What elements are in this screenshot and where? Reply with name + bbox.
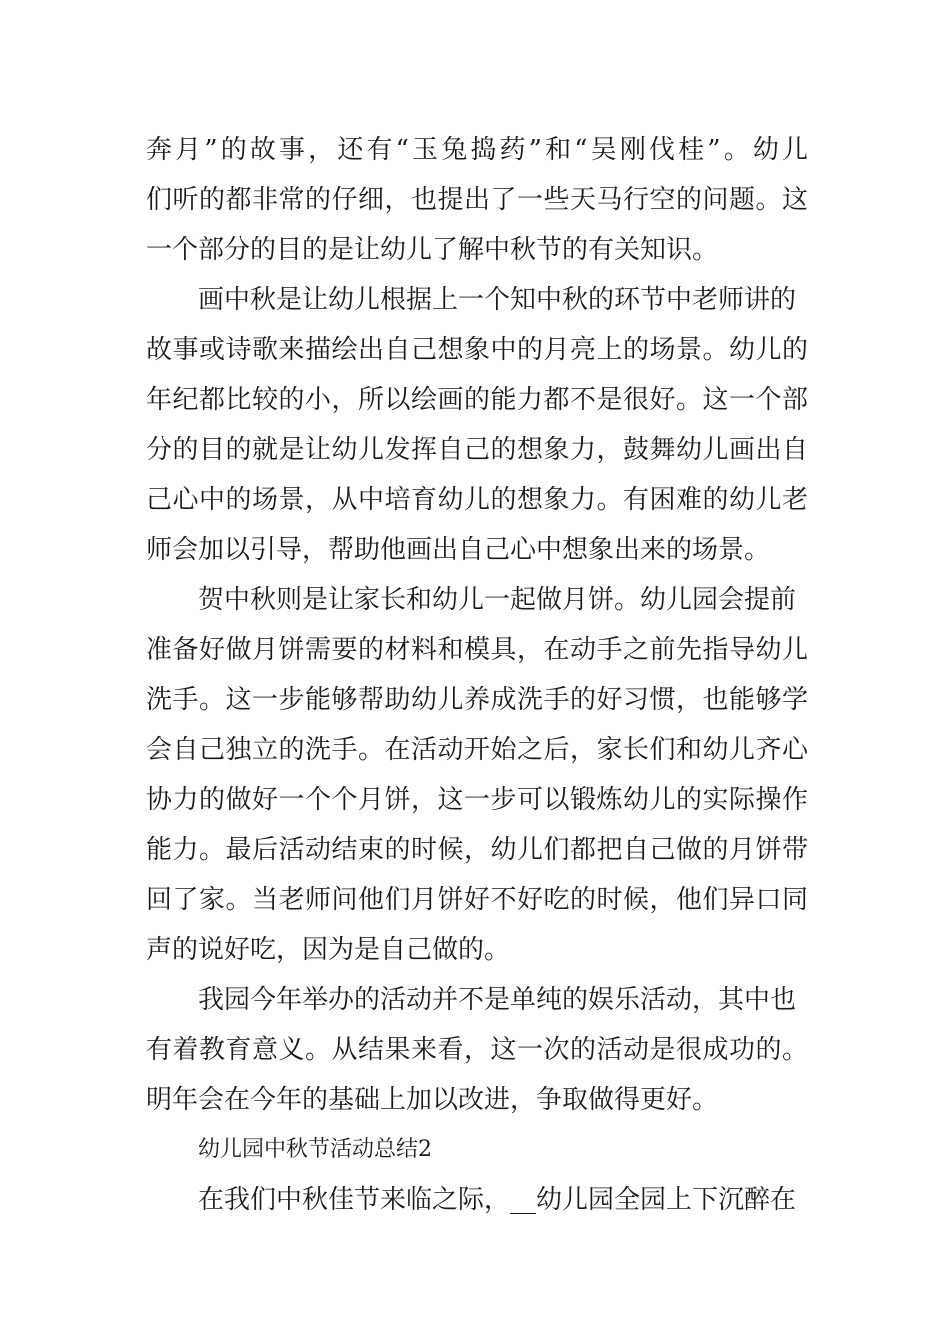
paragraph-line: 回了家。当老师问他们月饼好不好吃的时候，他们异口同 — [146, 885, 808, 915]
paragraph-line: 能力。最后活动结束的时候，幼儿们都把自己做的月饼带 — [146, 835, 808, 865]
paragraph-line: 洗手。这一步能够帮助幼儿养成洗手的好习惯，也能够学 — [146, 685, 808, 715]
paragraph-line: 贺中秋则是让家长和幼儿一起做月饼。幼儿园会提前 — [198, 585, 797, 615]
paragraph-line: 协力的做好一个个月饼，这一步可以锻炼幼儿的实际操作 — [146, 785, 808, 815]
paragraph-line: 在我们中秋佳节来临之际，__幼儿园全园上下沉醉在 — [198, 1185, 797, 1215]
paragraph-line: 奔月”的故事，还有“玉兔捣药”和“吴刚伐桂”。幼儿 — [146, 135, 808, 165]
paragraph-line: 我园今年举办的活动并不是单纯的娱乐活动，其中也 — [198, 985, 797, 1015]
paragraph-line: 声的说好吃，因为是自己做的。 — [146, 935, 511, 965]
paragraph-line: 准备好做月饼需要的材料和模具，在动手之前先指导幼儿 — [146, 635, 808, 665]
paragraph-line: 师会加以引导，帮助他画出自己心中想象出来的场景。 — [146, 535, 771, 565]
section-heading: 幼儿园中秋节活动总结2 — [198, 1137, 432, 1162]
paragraph-line: 们听的都非常的仔细，也提出了一些天马行空的问题。这 — [146, 185, 808, 215]
paragraph-line: 有着教育意义。从结果来看，这一次的活动是很成功的。 — [146, 1035, 808, 1065]
paragraph-line: 一个部分的目的是让幼儿了解中秋节的有关知识。 — [146, 235, 719, 265]
paragraph-line: 会自己独立的洗手。在活动开始之后，家长们和幼儿齐心 — [146, 735, 808, 765]
paragraph-line: 己心中的场景，从中培育幼儿的想象力。有困难的幼儿老 — [146, 485, 808, 515]
paragraph-line: 明年会在今年的基础上加以改进，争取做得更好。 — [146, 1085, 719, 1115]
paragraph-line: 分的目的就是让幼儿发挥自己的想象力，鼓舞幼儿画出自 — [146, 435, 808, 465]
paragraph-line: 故事或诗歌来描绘出自己想象中的月亮上的场景。幼儿的 — [146, 335, 808, 365]
paragraph-line: 年纪都比较的小，所以绘画的能力都不是很好。这一个部 — [146, 385, 808, 415]
paragraph-line: 画中秋是让幼儿根据上一个知中秋的环节中老师讲的 — [198, 285, 797, 315]
